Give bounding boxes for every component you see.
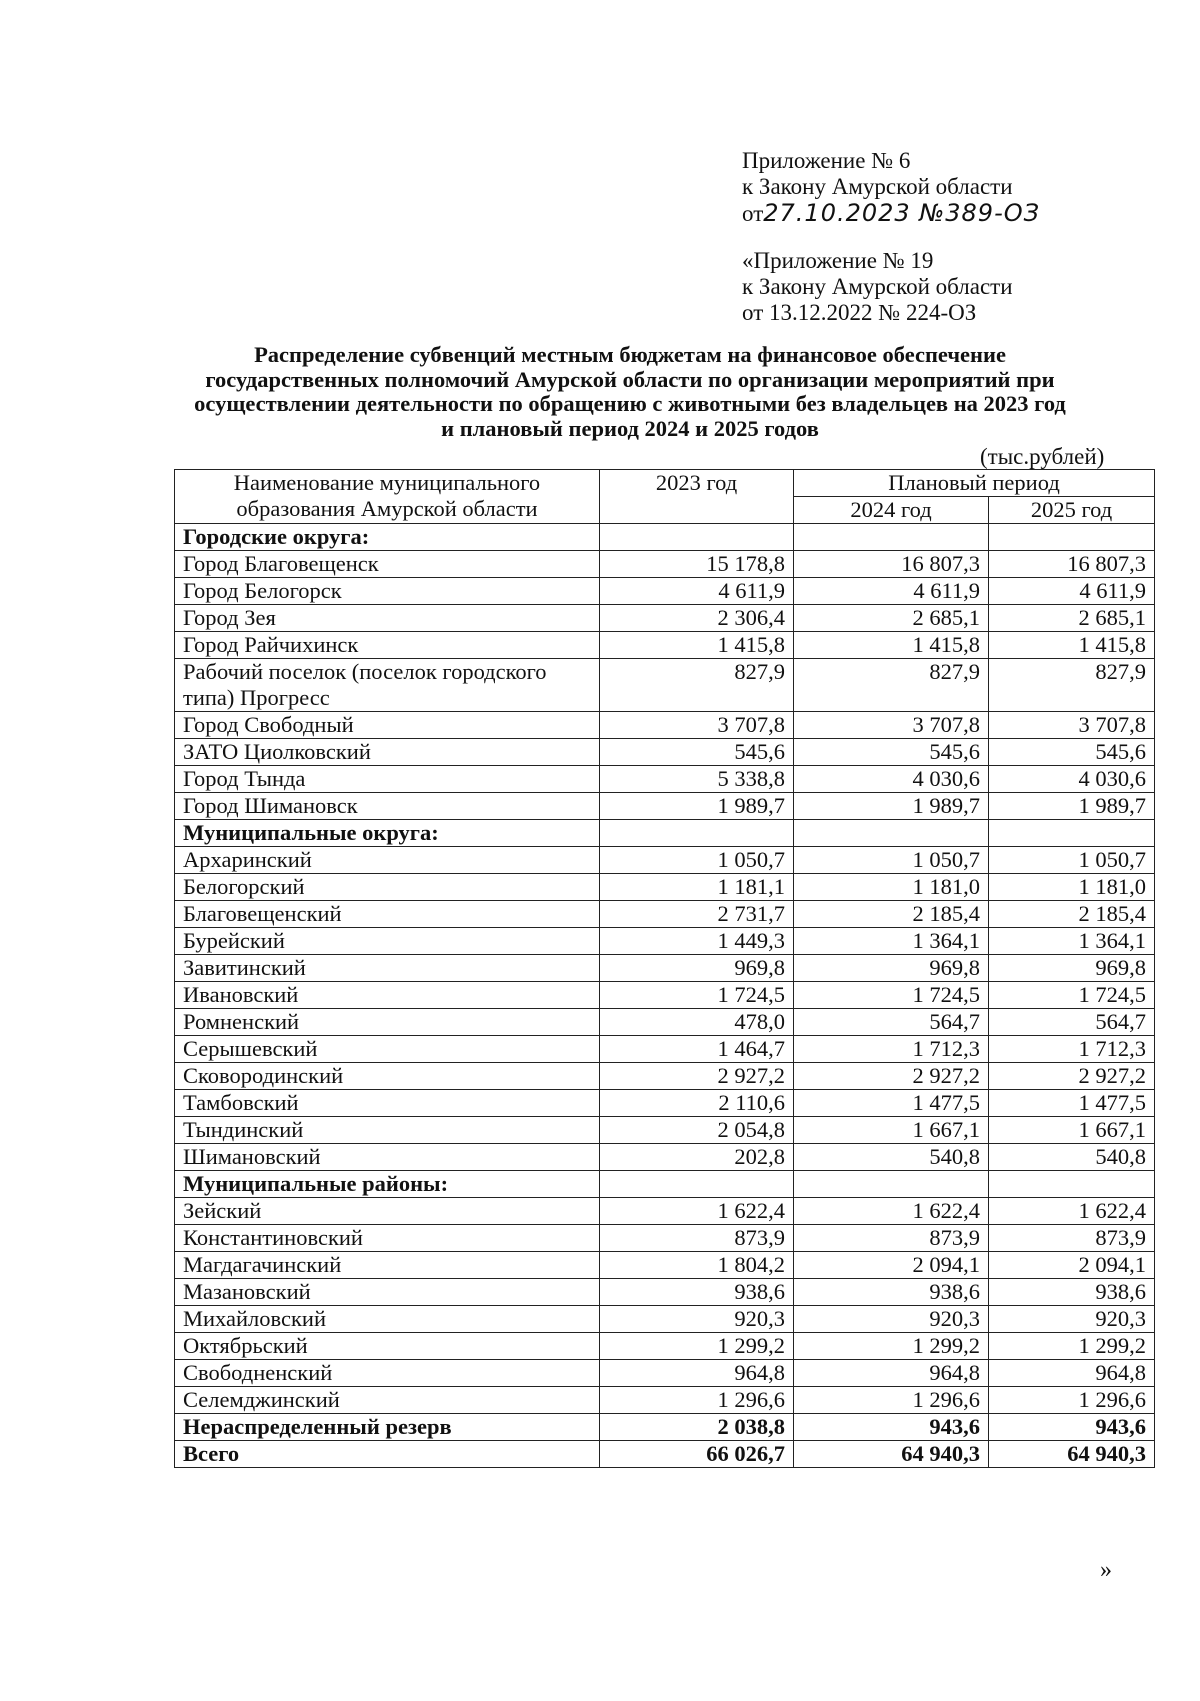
value-2025: 827,9: [989, 659, 1155, 712]
document-title: [150, 343, 1110, 441]
municipality-name: Серышевский: [175, 1036, 600, 1063]
municipality-name: Ивановский: [175, 982, 600, 1009]
table-row: [175, 1090, 1155, 1117]
municipality-name: Селемджинский: [175, 1387, 600, 1414]
appendix-date-prefix: от: [742, 201, 764, 226]
municipality-name: Свободненский: [175, 1360, 600, 1387]
value-2025: 1 050,7: [989, 847, 1155, 874]
value-2024: 2 185,4: [794, 901, 989, 928]
value-2024: 1 415,8: [794, 632, 989, 659]
value-2024: 964,8: [794, 1360, 989, 1387]
value-2025: 564,7: [989, 1009, 1155, 1036]
value-2025: 1 724,5: [989, 982, 1155, 1009]
table-row: [175, 847, 1155, 874]
value-2025: 16 807,3: [989, 551, 1155, 578]
table-row: [175, 1198, 1155, 1225]
value-2024: 943,6: [794, 1414, 989, 1441]
value-2024: 1 299,2: [794, 1333, 989, 1360]
value-2023: 2 306,4: [600, 605, 794, 632]
municipality-name: Нераспределенный резерв: [175, 1414, 600, 1441]
title-line3: осуществлении деятельности по обращению с животными без владельцев на 2023 год: [194, 391, 1066, 416]
value-2023: 1 296,6: [600, 1387, 794, 1414]
table-row: [175, 632, 1155, 659]
municipality-name: [175, 659, 600, 712]
value-2025: 2 927,2: [989, 1063, 1155, 1090]
municipality-name: Город Райчихинск: [175, 632, 600, 659]
municipality-name: Город Благовещенск: [175, 551, 600, 578]
value-2025: 3 707,8: [989, 712, 1155, 739]
value-2023: 5 338,8: [600, 766, 794, 793]
value-2025: 964,8: [989, 1360, 1155, 1387]
value-2023: 938,6: [600, 1279, 794, 1306]
value-2023: 873,9: [600, 1225, 794, 1252]
municipality-name: Муниципальные районы:: [175, 1171, 600, 1198]
value-2025: [989, 820, 1155, 847]
value-2023: 2 054,8: [600, 1117, 794, 1144]
value-2024: 920,3: [794, 1306, 989, 1333]
value-2024: 4 611,9: [794, 578, 989, 605]
value-2024: 1 712,3: [794, 1036, 989, 1063]
appendix-line3: [742, 200, 1040, 227]
municipality-name-line2: типа) Прогресс: [183, 685, 330, 710]
table-row: [175, 1036, 1155, 1063]
value-2024: 2 685,1: [794, 605, 989, 632]
municipality-name: Белогорский: [175, 874, 600, 901]
section-row: [175, 820, 1155, 847]
value-2023: 1 299,2: [600, 1333, 794, 1360]
value-2023: 1 415,8: [600, 632, 794, 659]
value-2024: 64 940,3: [794, 1441, 989, 1468]
section-row: [175, 524, 1155, 551]
table-row: [175, 712, 1155, 739]
value-2025: 2 094,1: [989, 1252, 1155, 1279]
municipality-name: Завитинский: [175, 955, 600, 982]
municipality-name: Город Зея: [175, 605, 600, 632]
municipality-name: Константиновский: [175, 1225, 600, 1252]
value-2024: 1 050,7: [794, 847, 989, 874]
value-2023: 1 449,3: [600, 928, 794, 955]
value-2023: 1 181,1: [600, 874, 794, 901]
value-2025: 1 415,8: [989, 632, 1155, 659]
value-2025: 938,6: [989, 1279, 1155, 1306]
value-2024: 1 622,4: [794, 1198, 989, 1225]
reserve-row: [175, 1414, 1155, 1441]
value-2025: 1 299,2: [989, 1333, 1155, 1360]
value-2024: 827,9: [794, 659, 989, 712]
value-2024: 3 707,8: [794, 712, 989, 739]
value-2025: 540,8: [989, 1144, 1155, 1171]
header-2024: 2024 год: [794, 497, 989, 524]
value-2023: 1 622,4: [600, 1198, 794, 1225]
value-2024: 16 807,3: [794, 551, 989, 578]
municipality-name: Ромненский: [175, 1009, 600, 1036]
header-2025: 2025 год: [989, 497, 1155, 524]
municipality-name: Мазановский: [175, 1279, 600, 1306]
table-body: [175, 524, 1155, 1468]
value-2025: 943,6: [989, 1414, 1155, 1441]
table-row: [175, 1306, 1155, 1333]
header-municipality: [175, 470, 600, 524]
value-2024: 545,6: [794, 739, 989, 766]
value-2025: 1 667,1: [989, 1117, 1155, 1144]
header-planned-period: Плановый период: [794, 470, 1155, 497]
municipality-name: Городские округа:: [175, 524, 600, 551]
value-2025: 1 181,0: [989, 874, 1155, 901]
value-2023: 545,6: [600, 739, 794, 766]
municipality-name: Тамбовский: [175, 1090, 600, 1117]
value-2023: 920,3: [600, 1306, 794, 1333]
value-2023: 4 611,9: [600, 578, 794, 605]
value-2023: [600, 524, 794, 551]
value-2023: 1 464,7: [600, 1036, 794, 1063]
value-2024: 1 181,0: [794, 874, 989, 901]
title-line1: Распределение субвенций местным бюджетам на финансовое обеспечение: [254, 342, 1006, 367]
table-row: [175, 739, 1155, 766]
municipality-name: Город Белогорск: [175, 578, 600, 605]
value-2024: 1 364,1: [794, 928, 989, 955]
handwritten-date-number: 27.10.2023 №389-ОЗ: [763, 199, 1040, 227]
value-2023: 15 178,8: [600, 551, 794, 578]
value-2024: 1 296,6: [794, 1387, 989, 1414]
municipality-name: Архаринский: [175, 847, 600, 874]
appendix-header: [742, 148, 1040, 227]
value-2025: 2 185,4: [989, 901, 1155, 928]
table-row: [175, 901, 1155, 928]
value-2025: 873,9: [989, 1225, 1155, 1252]
table-row: [175, 793, 1155, 820]
value-2023: 202,8: [600, 1144, 794, 1171]
value-2023: 969,8: [600, 955, 794, 982]
value-2024: 540,8: [794, 1144, 989, 1171]
value-2024: 969,8: [794, 955, 989, 982]
value-2023: 2 110,6: [600, 1090, 794, 1117]
value-2025: 920,3: [989, 1306, 1155, 1333]
municipality-name: Тындинский: [175, 1117, 600, 1144]
closing-quote: »: [1100, 1557, 1112, 1583]
municipality-name: Михайловский: [175, 1306, 600, 1333]
value-2023: 2 927,2: [600, 1063, 794, 1090]
value-2024: 1 667,1: [794, 1117, 989, 1144]
value-2025: 1 989,7: [989, 793, 1155, 820]
value-2024: 1 724,5: [794, 982, 989, 1009]
table-row: [175, 1333, 1155, 1360]
value-2024: 873,9: [794, 1225, 989, 1252]
original-appendix-line3: от 13.12.2022 № 224-ОЗ: [742, 300, 977, 325]
municipality-name: Муниципальные округа:: [175, 820, 600, 847]
municipality-name: Город Свободный: [175, 712, 600, 739]
value-2023: 478,0: [600, 1009, 794, 1036]
table-row: [175, 659, 1155, 712]
table-row: [175, 1225, 1155, 1252]
subvention-table: [174, 469, 1155, 1468]
table-row: [175, 1063, 1155, 1090]
table-row: [175, 955, 1155, 982]
value-2025: 1 477,5: [989, 1090, 1155, 1117]
value-2025: 64 940,3: [989, 1441, 1155, 1468]
municipality-name: Город Шимановск: [175, 793, 600, 820]
original-appendix-line1: «Приложение № 19: [742, 248, 934, 273]
municipality-name: Всего: [175, 1441, 600, 1468]
title-line2: государственных полномочий Амурской области по организации мероприятий при: [205, 366, 1055, 392]
table-row: [175, 551, 1155, 578]
municipality-name: Октябрьский: [175, 1333, 600, 1360]
table-row: [175, 1387, 1155, 1414]
appendix-line1: Приложение № 6: [742, 148, 911, 173]
table-row: [175, 1360, 1155, 1387]
header-2023: 2023 год: [600, 470, 794, 524]
municipality-name: Магдагачинский: [175, 1252, 600, 1279]
value-2024: 938,6: [794, 1279, 989, 1306]
value-2025: 545,6: [989, 739, 1155, 766]
appendix-line2: к Закону Амурской области: [742, 174, 1013, 199]
value-2023: 3 707,8: [600, 712, 794, 739]
value-2025: 2 685,1: [989, 605, 1155, 632]
value-2023: 964,8: [600, 1360, 794, 1387]
units-label: (тыс.рублей): [980, 444, 1105, 469]
value-2024: [794, 820, 989, 847]
municipality-name: Город Тында: [175, 766, 600, 793]
title-line4: и плановый период 2024 и 2025 годов: [441, 415, 819, 441]
municipality-name: Шимановский: [175, 1144, 600, 1171]
value-2025: 1 296,6: [989, 1387, 1155, 1414]
value-2023: 1 989,7: [600, 793, 794, 820]
value-2023: [600, 1171, 794, 1198]
value-2025: [989, 524, 1155, 551]
value-2023: [600, 820, 794, 847]
value-2025: 1 622,4: [989, 1198, 1155, 1225]
section-row: [175, 1171, 1155, 1198]
municipality-name: ЗАТО Циолковский: [175, 739, 600, 766]
table-row: [175, 766, 1155, 793]
municipality-name: Бурейский: [175, 928, 600, 955]
value-2023: 827,9: [600, 659, 794, 712]
value-2024: [794, 1171, 989, 1198]
table-row: [175, 578, 1155, 605]
table-row: [175, 1009, 1155, 1036]
value-2025: [989, 1171, 1155, 1198]
value-2023: 2 731,7: [600, 901, 794, 928]
value-2025: 1 712,3: [989, 1036, 1155, 1063]
table-row: [175, 1117, 1155, 1144]
table-row: [175, 982, 1155, 1009]
table-row: [175, 1144, 1155, 1171]
header-municipality-line2: образования Амурской области: [236, 496, 538, 521]
value-2024: 4 030,6: [794, 766, 989, 793]
total-row: [175, 1441, 1155, 1468]
municipality-name: Сковородинский: [175, 1063, 600, 1090]
table-row: [175, 605, 1155, 632]
value-2025: 4 030,6: [989, 766, 1155, 793]
value-2024: 1 989,7: [794, 793, 989, 820]
value-2023: 1 804,2: [600, 1252, 794, 1279]
value-2023: 1 050,7: [600, 847, 794, 874]
value-2024: 2 094,1: [794, 1252, 989, 1279]
table-row: [175, 874, 1155, 901]
original-appendix-header: [742, 248, 1013, 326]
value-2024: 564,7: [794, 1009, 989, 1036]
value-2023: 66 026,7: [600, 1441, 794, 1468]
table-row: [175, 1279, 1155, 1306]
original-appendix-line2: к Закону Амурской области: [742, 274, 1013, 299]
value-2023: 2 038,8: [600, 1414, 794, 1441]
municipality-name-line1: Рабочий поселок (поселок городского: [183, 659, 547, 684]
header-municipality-line1: Наименование муниципального: [233, 470, 541, 495]
table-row: [175, 928, 1155, 955]
value-2025: 969,8: [989, 955, 1155, 982]
municipality-name: Благовещенский: [175, 901, 600, 928]
value-2025: 4 611,9: [989, 578, 1155, 605]
value-2023: 1 724,5: [600, 982, 794, 1009]
value-2024: 2 927,2: [794, 1063, 989, 1090]
municipality-name: Зейский: [175, 1198, 600, 1225]
value-2024: 1 477,5: [794, 1090, 989, 1117]
table-row: [175, 1252, 1155, 1279]
value-2024: [794, 524, 989, 551]
value-2025: 1 364,1: [989, 928, 1155, 955]
